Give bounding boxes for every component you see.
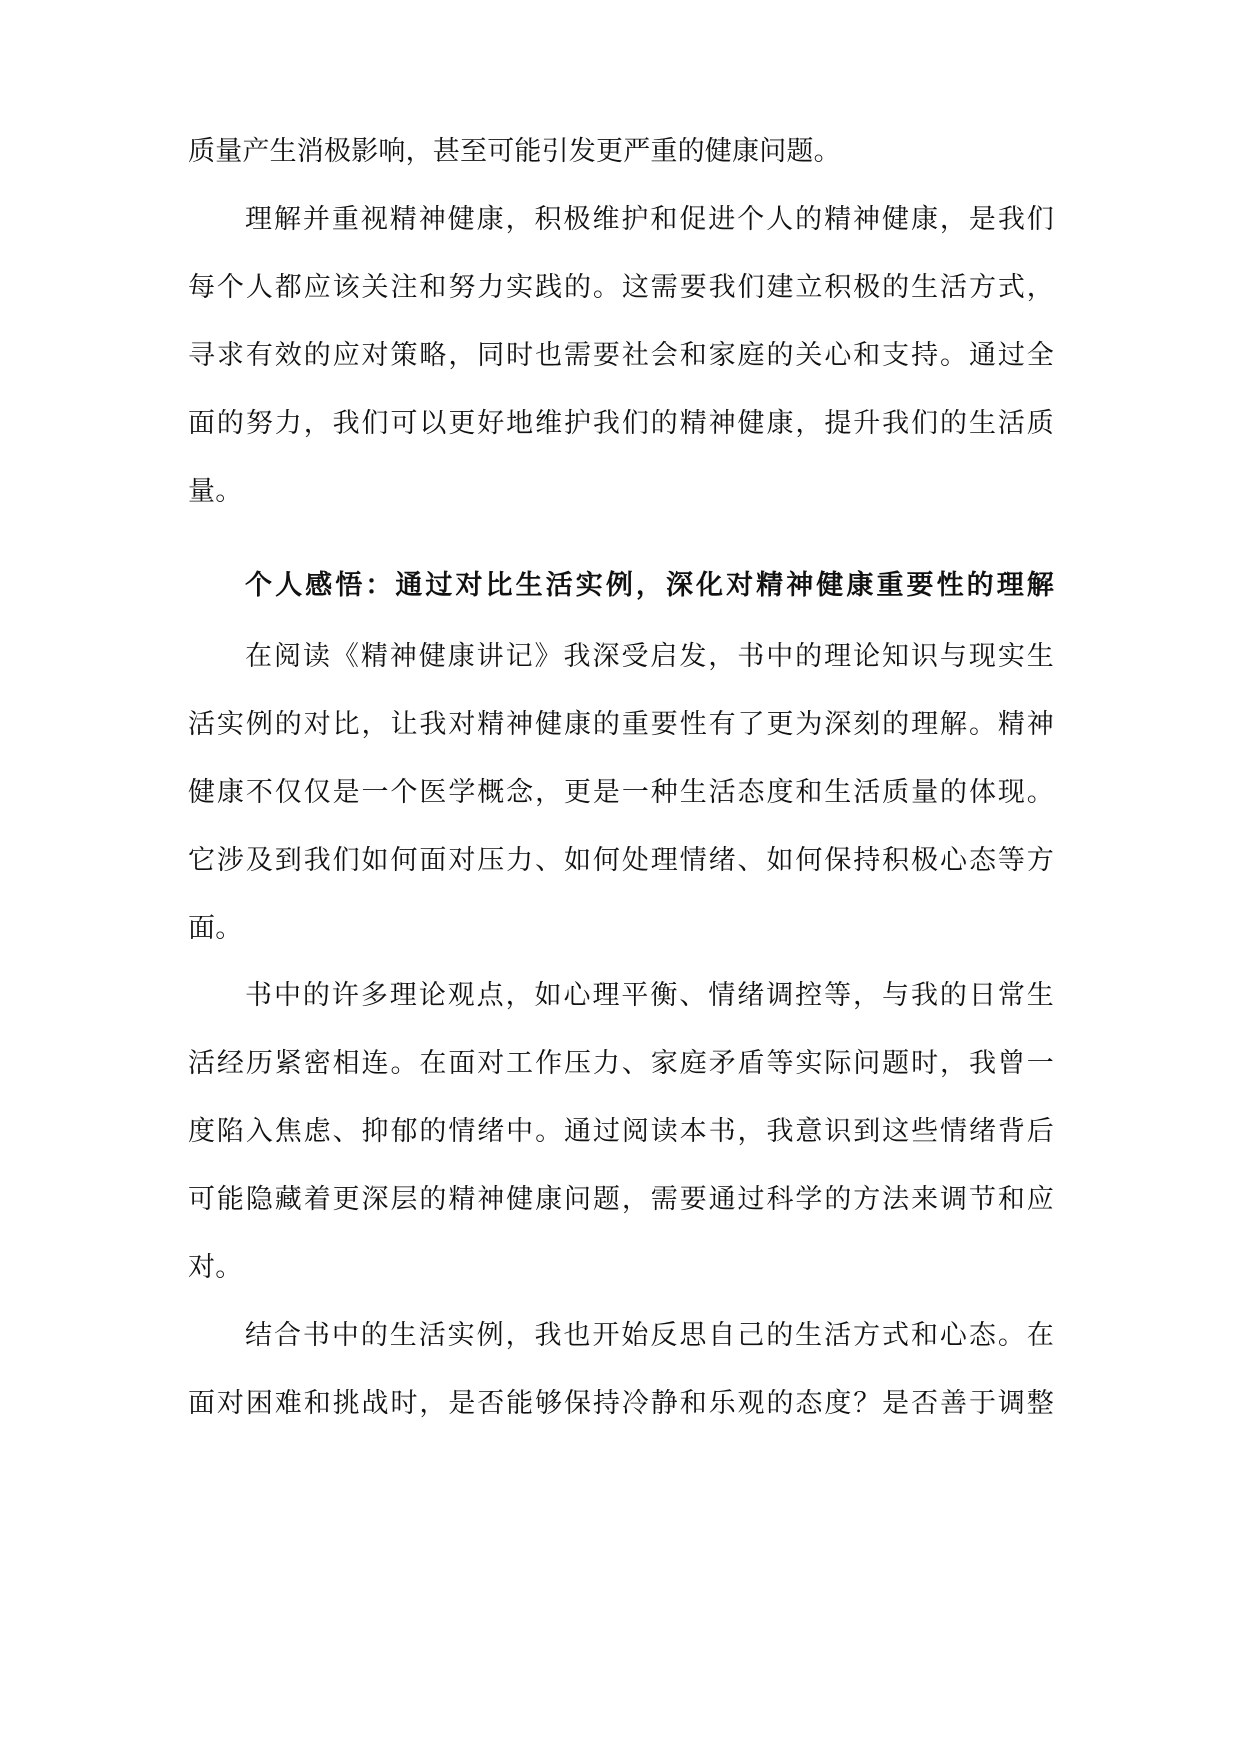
paragraph-line: 对。	[188, 1252, 243, 1283]
paragraph-line: 寻求有效的应对策略，同时也需要社会和家庭的关心和支持。通过全	[188, 340, 1054, 371]
paragraph-line: 在阅读《精神健康讲记》我深受启发，书中的理论知识与现实生	[245, 641, 1054, 672]
paragraph-line: 可能隐藏着更深层的精神健康问题，需要通过科学的方法来调节和应	[188, 1184, 1054, 1215]
paragraph-line: 量。	[188, 476, 243, 507]
paragraph-line: 面对困难和挑战时，是否能够保持冷静和乐观的态度？是否善于调整	[188, 1388, 1054, 1419]
paragraph-line: 每个人都应该关注和努力实践的。这需要我们建立积极的生活方式，	[188, 272, 1054, 303]
paragraph-line: 度陷入焦虑、抑郁的情绪中。通过阅读本书，我意识到这些情绪背后	[188, 1116, 1054, 1147]
paragraph-line: 理解并重视精神健康，积极维护和促进个人的精神健康，是我们	[245, 204, 1054, 235]
paragraph-line: 它涉及到我们如何面对压力、如何处理情绪、如何保持积极心态等方	[188, 845, 1054, 876]
paragraph-line: 质量产生消极影响，甚至可能引发更严重的健康问题。	[188, 136, 841, 167]
paragraph-line: 面。	[188, 913, 243, 944]
paragraph-line: 健康不仅仅是一个医学概念，更是一种生活态度和生活质量的体现。	[188, 777, 1054, 808]
paragraph-line: 结合书中的生活实例，我也开始反思自己的生活方式和心态。在	[245, 1320, 1054, 1351]
paragraph-line: 书中的许多理论观点，如心理平衡、情绪调控等，与我的日常生	[245, 980, 1054, 1011]
section-heading: 个人感悟：通过对比生活实例，深化对精神健康重要性的理解	[245, 570, 1054, 601]
paragraph-line: 活经历紧密相连。在面对工作压力、家庭矛盾等实际问题时，我曾一	[188, 1048, 1054, 1079]
paragraph-line: 活实例的对比，让我对精神健康的重要性有了更为深刻的理解。精神	[188, 709, 1054, 740]
paragraph-line: 面的努力，我们可以更好地维护我们的精神健康，提升我们的生活质	[188, 408, 1054, 439]
